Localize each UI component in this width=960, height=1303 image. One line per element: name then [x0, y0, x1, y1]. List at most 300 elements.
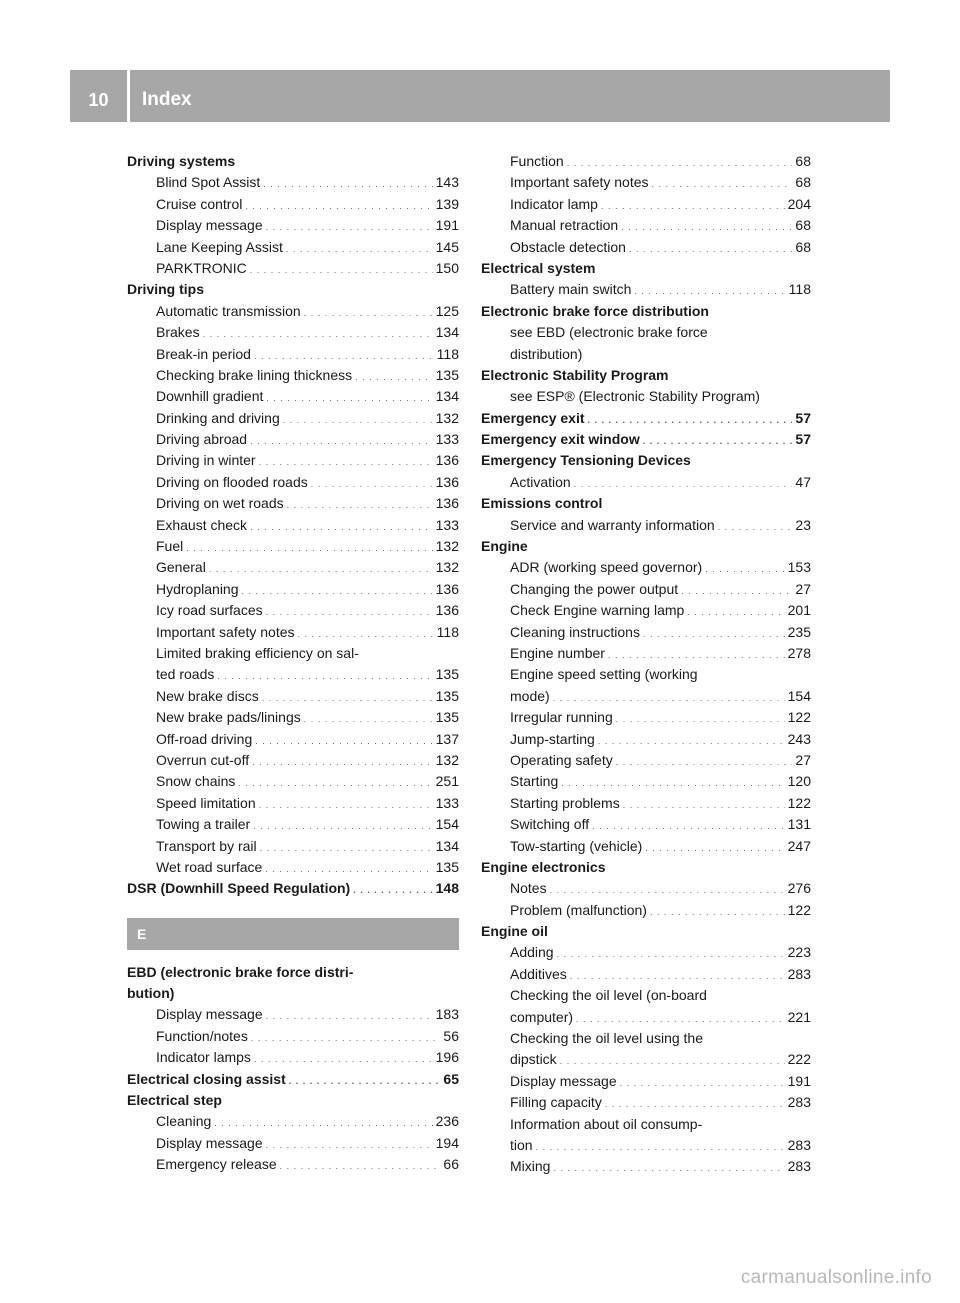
entry-label: Driving on flooded roads [156, 473, 308, 490]
dot-leader [217, 664, 432, 685]
index-subentry [127, 1026, 459, 1047]
page-reference[interactable]: 120 [787, 773, 811, 790]
entry-label: Operating safety [510, 751, 613, 768]
dot-leader [536, 1135, 785, 1156]
index-subentry [127, 194, 459, 215]
page-reference[interactable]: 68 [795, 153, 811, 169]
entry-label: Battery main switch [510, 281, 632, 298]
entry-label: Function/notes [156, 1027, 248, 1044]
entry-label: dipstick [510, 1051, 557, 1068]
dot-leader [250, 258, 433, 279]
dot-leader [550, 878, 785, 899]
dot-leader [652, 172, 793, 193]
page-reference[interactable]: 194 [435, 1134, 459, 1151]
page-reference[interactable]: 191 [787, 1072, 811, 1089]
page-title: Index [142, 89, 192, 110]
dot-leader [629, 237, 792, 258]
dot-leader [598, 729, 785, 750]
page-reference[interactable]: 136 [435, 495, 459, 512]
entry-label: Tow-starting (vehicle) [510, 837, 643, 854]
entry-label: Important safety notes [510, 174, 649, 191]
index-subentry [127, 301, 459, 322]
index-subentry: Limited braking efficiency on sal- [156, 644, 359, 661]
page-reference[interactable]: 131 [787, 816, 811, 833]
index-subentry [127, 258, 459, 279]
entry-label: Display message [156, 1006, 263, 1023]
index-entry: Electronic brake force distribution [481, 302, 709, 319]
page-reference[interactable]: 132 [435, 559, 459, 576]
index-subentry [127, 472, 459, 493]
page-reference[interactable]: 145 [435, 238, 459, 255]
index-entry: Engine oil [481, 923, 548, 940]
page-reference[interactable]: 191 [435, 217, 459, 234]
entry-label: Switching off [510, 816, 590, 833]
dot-leader [304, 301, 433, 322]
page-reference[interactable]: 247 [787, 837, 811, 854]
index-subentry [127, 771, 459, 792]
index-subentry [481, 279, 811, 300]
index-subentry [127, 365, 459, 386]
page-reference[interactable]: 57 [795, 431, 811, 448]
index-subentry [127, 237, 459, 258]
index-subentry [481, 793, 811, 814]
page-reference[interactable]: 118 [436, 345, 459, 362]
page-reference[interactable]: 68 [795, 217, 811, 234]
index-subentry [127, 557, 459, 578]
page-reference[interactable]: 122 [787, 709, 811, 726]
page-reference[interactable]: 118 [788, 281, 811, 298]
entry-label: Indicator lamp [510, 195, 598, 212]
dot-leader [209, 557, 433, 578]
index-subentry [127, 1004, 459, 1025]
index-subentry [127, 386, 459, 407]
page-reference[interactable]: 132 [435, 538, 459, 555]
dot-leader [560, 1049, 785, 1070]
entry-label: Brakes [156, 324, 200, 341]
page-reference[interactable]: 139 [435, 195, 459, 212]
page-reference[interactable]: 222 [787, 1051, 811, 1068]
entry-label: Display message [156, 217, 263, 234]
dot-leader [570, 964, 785, 985]
index-subentry [481, 1092, 811, 1113]
entry-label: Driving on wet roads [156, 495, 284, 512]
index-subentry [127, 344, 459, 365]
page-reference[interactable]: 236 [435, 1113, 459, 1130]
index-subentry [481, 771, 811, 792]
index-subentry [127, 1111, 459, 1132]
index-entry: EBD (electronic brake force distri- [127, 963, 354, 980]
entry-label: Emergency exit window [481, 431, 640, 448]
page-reference[interactable]: 27 [795, 580, 811, 597]
entry-label: Indicator lamps [156, 1049, 251, 1066]
entry-label: Lane Keeping Assist [156, 238, 283, 255]
page-reference[interactable]: 283 [787, 1136, 811, 1153]
entry-label: Driving in winter [156, 452, 256, 469]
dot-leader [553, 1156, 784, 1177]
page-header-bar [70, 70, 890, 122]
dot-leader [260, 836, 433, 857]
index-subentry [481, 964, 811, 985]
dot-leader [266, 386, 432, 407]
index-subentry [481, 729, 811, 750]
page-reference[interactable]: 133 [435, 431, 459, 448]
entry-label: Fuel [156, 538, 184, 555]
dot-leader [616, 750, 793, 771]
page-number: 10 [88, 90, 109, 110]
entry-label: Obstacle detection [510, 238, 626, 255]
page-reference[interactable]: 136 [435, 580, 459, 597]
page-reference[interactable]: 132 [435, 751, 459, 768]
entry-label: ADR (working speed governor) [510, 559, 703, 576]
dot-leader [203, 322, 433, 343]
index-subentry [127, 1133, 459, 1154]
dot-leader [616, 707, 785, 728]
dot-leader [601, 194, 785, 215]
index-subentry: see EBD (electronic brake force [510, 324, 708, 341]
page-reference[interactable]: 136 [435, 473, 459, 490]
index-entry: Electrical step [127, 1092, 222, 1109]
index-subentry [127, 686, 459, 707]
page-reference[interactable]: 47 [795, 473, 811, 490]
page-reference[interactable]: 57 [795, 409, 811, 426]
index-subentry [127, 814, 459, 835]
dot-leader [705, 557, 784, 578]
page-reference[interactable]: 137 [435, 730, 459, 747]
index-entry: bution) [127, 985, 175, 1002]
index-entry: Emissions control [481, 495, 603, 512]
page-reference[interactable]: 204 [787, 195, 811, 212]
dot-leader [298, 622, 434, 643]
index-column-left [127, 151, 459, 1176]
page-reference[interactable]: 133 [435, 794, 459, 811]
dot-leader [250, 515, 433, 536]
page-reference[interactable]: 136 [435, 602, 459, 619]
dot-leader [553, 686, 785, 707]
index-subentry [481, 643, 811, 664]
page-reference[interactable]: 118 [436, 623, 459, 640]
index-subentry [481, 1007, 811, 1028]
index-entry: Electrical system [481, 259, 596, 276]
page-reference[interactable]: 278 [787, 644, 811, 661]
index-subentry [481, 215, 811, 236]
page-reference[interactable]: 134 [435, 837, 459, 854]
entry-label: Driving abroad [156, 431, 248, 448]
dot-leader [254, 1047, 433, 1068]
entry-label: Emergency release [156, 1156, 277, 1173]
entry-label: Problem (malfunction) [510, 901, 647, 918]
dot-leader [681, 579, 792, 600]
entry-label: Starting problems [510, 794, 620, 811]
page-reference[interactable]: 221 [787, 1008, 811, 1025]
index-subentry [127, 750, 459, 771]
dot-leader [286, 237, 433, 258]
entry-label: mode) [510, 687, 550, 704]
entry-label: ted roads [156, 666, 215, 683]
index-subentry [127, 1047, 459, 1068]
dot-leader [643, 429, 793, 450]
index-subentry [127, 408, 459, 429]
index-subentry [481, 878, 811, 899]
page-reference[interactable]: 196 [435, 1049, 459, 1066]
entry-label: Additives [510, 965, 567, 982]
page-reference[interactable]: 122 [787, 794, 811, 811]
index-subentry [481, 151, 811, 172]
index-subentry [127, 857, 459, 878]
dot-leader [238, 771, 432, 792]
page-reference[interactable]: 66 [443, 1156, 459, 1173]
entry-label: New brake pads/linings [156, 709, 301, 726]
index-subentry [481, 600, 811, 621]
entry-label: Starting [510, 773, 559, 790]
page-reference[interactable]: 283 [787, 1158, 811, 1175]
index-subentry [481, 707, 811, 728]
entry-label: Blind Spot Assist [156, 174, 261, 191]
index-subentry [481, 622, 811, 643]
page-reference[interactable]: 153 [787, 559, 811, 576]
index-entry: Driving tips [127, 281, 205, 298]
entry-label: Off-road driving [156, 730, 253, 747]
entry-label: Transport by rail [156, 837, 257, 854]
page-reference[interactable]: 235 [787, 623, 811, 640]
index-subentry [481, 1071, 811, 1092]
dot-leader [266, 1133, 433, 1154]
index-subentry [481, 1049, 811, 1070]
dot-leader [266, 1004, 433, 1025]
page-reference[interactable]: 23 [795, 516, 811, 533]
dot-leader [576, 1007, 785, 1028]
entry-label: Display message [510, 1072, 617, 1089]
index-entry [127, 878, 459, 899]
dot-leader [620, 1071, 785, 1092]
index-letter-heading: E [127, 918, 459, 950]
page-reference[interactable]: 135 [435, 709, 459, 726]
entry-label: Wet road surface [156, 858, 263, 875]
index-subentry [127, 450, 459, 471]
page-reference[interactable]: 283 [787, 965, 811, 982]
dot-leader [262, 686, 433, 707]
index-entry [481, 429, 811, 450]
dot-leader [561, 771, 784, 792]
entry-label: Important safety notes [156, 623, 295, 640]
entry-label: Mixing [510, 1158, 551, 1175]
dot-leader [263, 172, 432, 193]
index-subentry [127, 515, 459, 536]
dot-leader [623, 793, 785, 814]
dot-leader [567, 151, 793, 172]
dot-leader [687, 600, 784, 621]
index-subentry [127, 493, 459, 514]
dot-leader [287, 493, 433, 514]
index-subentry [127, 793, 459, 814]
index-subentry [127, 600, 459, 621]
entry-label: Icy road surfaces [156, 602, 263, 619]
entry-label: Activation [510, 473, 571, 490]
entry-label: Function [510, 153, 564, 169]
dot-leader [242, 579, 433, 600]
index-subentry [127, 215, 459, 236]
page-reference[interactable]: 154 [787, 687, 811, 704]
page-reference[interactable]: 65 [443, 1070, 459, 1087]
index-subentry [481, 172, 811, 193]
entry-label: New brake discs [156, 687, 259, 704]
entry-label: Drinking and driving [156, 409, 280, 426]
index-subentry: distribution) [510, 345, 583, 362]
index-subentry [481, 194, 811, 215]
index-subentry [481, 836, 811, 857]
page-reference[interactable]: 135 [435, 687, 459, 704]
dot-leader [251, 1026, 441, 1047]
index-entry: Electronic Stability Program [481, 366, 669, 383]
index-entry [481, 408, 811, 429]
entry-label: Notes [510, 880, 547, 897]
dot-leader [605, 1092, 785, 1113]
entry-label: Snow chains [156, 773, 236, 790]
index-entry: Engine [481, 538, 528, 555]
entry-label: General [156, 559, 206, 576]
index-subentry: Information about oil consump- [510, 1115, 703, 1132]
page-reference[interactable]: 150 [435, 259, 459, 276]
entry-label: Overrun cut-off [156, 751, 250, 768]
entry-label: Hydroplaning [156, 580, 239, 597]
dot-leader [259, 793, 433, 814]
page-reference[interactable]: 143 [435, 174, 459, 191]
entry-label: computer) [510, 1008, 574, 1025]
index-subentry [481, 686, 811, 707]
index-subentry [127, 429, 459, 450]
index-subentry [481, 1135, 811, 1156]
dot-leader [592, 814, 785, 835]
entry-label: Service and warranty information [510, 516, 715, 533]
entry-label: Emergency exit [481, 409, 585, 426]
index-subentry [127, 579, 459, 600]
index-subentry [127, 1154, 459, 1175]
page-reference[interactable]: 122 [787, 901, 811, 918]
page-reference[interactable]: 132 [435, 409, 459, 426]
dot-leader [557, 942, 785, 963]
page-reference[interactable]: 136 [435, 452, 459, 469]
watermark-text: carmanualsonline.info [740, 1267, 932, 1288]
dot-leader [265, 857, 432, 878]
page-reference[interactable]: 135 [435, 666, 459, 683]
dot-leader [252, 750, 433, 771]
index-subentry [481, 942, 811, 963]
index-entry [127, 1069, 459, 1090]
entry-label: Cruise control [156, 195, 243, 212]
page-reference[interactable]: 201 [787, 602, 811, 619]
index-subentry [481, 472, 811, 493]
entry-label: DSR (Downhill Speed Regulation) [127, 880, 351, 897]
index-subentry: Checking the oil level (on-board [510, 987, 707, 1004]
dot-leader [255, 729, 432, 750]
dot-leader [608, 643, 785, 664]
dot-leader [254, 344, 434, 365]
index-subentry [127, 729, 459, 750]
index-entry: Emergency Tensioning Devices [481, 452, 691, 469]
page-reference[interactable]: 276 [787, 880, 811, 897]
index-subentry [481, 900, 811, 921]
dot-leader [283, 408, 433, 429]
index-subentry: Engine speed setting (working [510, 666, 698, 683]
dot-leader [645, 836, 784, 857]
dot-leader [650, 900, 785, 921]
page-reference[interactable]: 56 [443, 1027, 459, 1044]
page-reference[interactable]: 135 [435, 366, 459, 383]
entry-label: Check Engine warning lamp [510, 602, 685, 619]
dot-leader [718, 515, 793, 536]
index-subentry [127, 172, 459, 193]
dot-leader [253, 814, 432, 835]
entry-label: Engine number [510, 644, 605, 661]
entry-label: Exhaust check [156, 516, 248, 533]
page-reference[interactable]: 125 [435, 302, 459, 319]
page-reference[interactable]: 133 [435, 516, 459, 533]
page-reference[interactable]: 183 [435, 1006, 459, 1023]
entry-label: Checking brake lining thickness [156, 366, 353, 383]
page-reference[interactable]: 154 [435, 816, 459, 833]
entry-label: Speed limitation [156, 794, 256, 811]
index-subentry [481, 237, 811, 258]
page-reference[interactable]: 27 [795, 751, 811, 768]
dot-leader [634, 279, 785, 300]
index-subentry: Checking the oil level using the [510, 1030, 704, 1047]
page-reference[interactable]: 68 [795, 238, 811, 255]
dot-leader [621, 215, 792, 236]
page-reference[interactable]: 243 [787, 730, 811, 747]
index-subentry [127, 536, 459, 557]
entry-label: tion [510, 1136, 533, 1153]
entry-label: Irregular running [510, 709, 613, 726]
page-reference[interactable]: 134 [435, 324, 459, 341]
dot-leader [266, 600, 433, 621]
dot-leader [304, 707, 433, 728]
dot-leader [353, 878, 432, 899]
dot-leader [266, 215, 433, 236]
page-reference[interactable]: 251 [435, 773, 459, 790]
entry-label: Automatic transmission [156, 302, 301, 319]
entry-label: Electrical closing assist [127, 1070, 286, 1087]
dot-leader [259, 450, 433, 471]
page-reference[interactable]: 135 [435, 858, 459, 875]
index-subentry [481, 515, 811, 536]
index-subentry [481, 1156, 811, 1177]
index-entry: Engine electronics [481, 858, 606, 875]
page-reference[interactable]: 223 [787, 944, 811, 961]
entry-label: Towing a trailer [156, 816, 251, 833]
dot-leader [574, 472, 793, 493]
dot-leader [214, 1111, 432, 1132]
index-subentry [481, 557, 811, 578]
entry-label: Adding [510, 944, 554, 961]
index-subentry [127, 322, 459, 343]
dot-leader [643, 622, 785, 643]
index-subentry [127, 622, 459, 643]
page-reference[interactable]: 68 [795, 174, 811, 191]
page-reference[interactable]: 148 [435, 880, 459, 897]
page-reference[interactable]: 283 [787, 1094, 811, 1111]
entry-label: Jump-starting [510, 730, 595, 747]
dot-leader [311, 472, 433, 493]
index-column-right [481, 151, 811, 1178]
dot-leader [588, 408, 793, 429]
entry-label: Break-in period [156, 345, 251, 362]
entry-label: PARKTRONIC [156, 259, 247, 276]
index-subentry [127, 707, 459, 728]
header-divider [127, 70, 130, 122]
dot-leader [280, 1154, 441, 1175]
entry-label: Display message [156, 1134, 263, 1151]
page-reference[interactable]: 134 [435, 388, 459, 405]
index-subentry: see ESP® (Electronic Stability Program) [510, 388, 760, 405]
